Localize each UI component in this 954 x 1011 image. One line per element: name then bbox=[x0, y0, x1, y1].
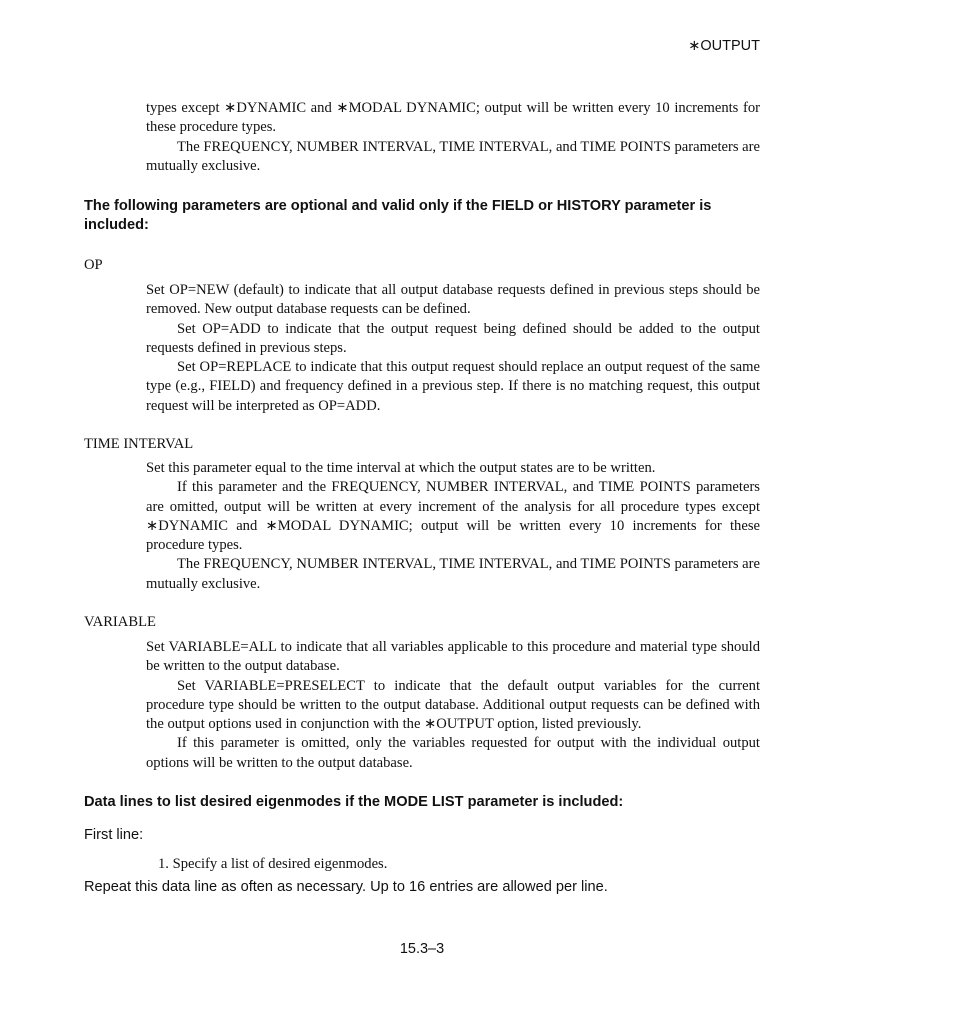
parameter-paragraph: Set OP=ADD to indicate that the output request being defined should be added to the output requests defined in previous steps. bbox=[146, 320, 760, 356]
parameter-paragraph: Set this parameter equal to the time interval at which the output states are to be written. bbox=[146, 460, 656, 476]
intro-paragraph: types except ∗DYNAMIC and ∗MODAL DYNAMIC; output will be written every 10 increments for these procedure types. bbox=[146, 100, 760, 136]
parameter-description-time-interval bbox=[146, 459, 760, 594]
parameter-description-op bbox=[146, 281, 760, 416]
parameter-paragraph: If this parameter and the FREQUENCY, NUMBER INTERVAL, and TIME POINTS parameters are omitted, output will be written at every increment of the analysis for all procedure types except ∗DYNAMIC and ∗MODAL DYNAMIC; output will be written every 10 increments for these procedure types. bbox=[146, 479, 760, 554]
data-lines-heading: Data lines to list desired eigenmodes if the MODE LIST parameter is included: bbox=[84, 794, 624, 810]
parameter-name-time-interval: TIME INTERVAL bbox=[84, 436, 194, 452]
parameter-name-op: OP bbox=[84, 257, 103, 273]
first-line-label: First line: bbox=[84, 827, 144, 843]
data-line-item: 1. Specify a list of desired eigenmodes. bbox=[158, 856, 388, 872]
intro-paragraph: The FREQUENCY, NUMBER INTERVAL, TIME INTERVAL, and TIME POINTS parameters are mutually exclusive. bbox=[146, 138, 760, 174]
running-head: ∗OUTPUT bbox=[688, 38, 760, 54]
parameter-name-variable: VARIABLE bbox=[84, 614, 156, 630]
page-number: 15.3–3 bbox=[399, 941, 445, 957]
parameter-paragraph: Set OP=REPLACE to indicate that this output request should replace an output request of the same type (e.g., FIELD) and frequency defined in a previous step. If there is no matching request, this output request will be interpreted as OP=ADD. bbox=[146, 359, 760, 414]
parameter-paragraph: Set VARIABLE=ALL to indicate that all variables applicable to this procedure and material type should be written to the output database. bbox=[146, 639, 760, 675]
optional-parameters-heading: The following parameters are optional and valid only if the FIELD or HISTORY parameter is included: bbox=[84, 198, 712, 233]
parameter-paragraph: If this parameter is omitted, only the variables requested for output with the individual output options will be written to the output database. bbox=[146, 735, 760, 771]
intro-text bbox=[146, 99, 760, 176]
parameter-description-variable bbox=[146, 638, 760, 773]
parameter-paragraph: Set VARIABLE=PRESELECT to indicate that the default output variables for the current procedure type should be written to the output database. Additional output requests can be defined with the output options used in conjunction with the ∗OUTPUT option, listed previously. bbox=[146, 677, 760, 733]
parameter-paragraph: Set OP=NEW (default) to indicate that all output database requests defined in previous steps should be removed. New output database requests can be defined. bbox=[146, 282, 760, 318]
parameter-paragraph: The FREQUENCY, NUMBER INTERVAL, TIME INTERVAL, and TIME POINTS parameters are mutually exclusive. bbox=[146, 556, 760, 592]
repeat-note: Repeat this data line as often as necessary. Up to 16 entries are allowed per line. bbox=[84, 879, 608, 895]
